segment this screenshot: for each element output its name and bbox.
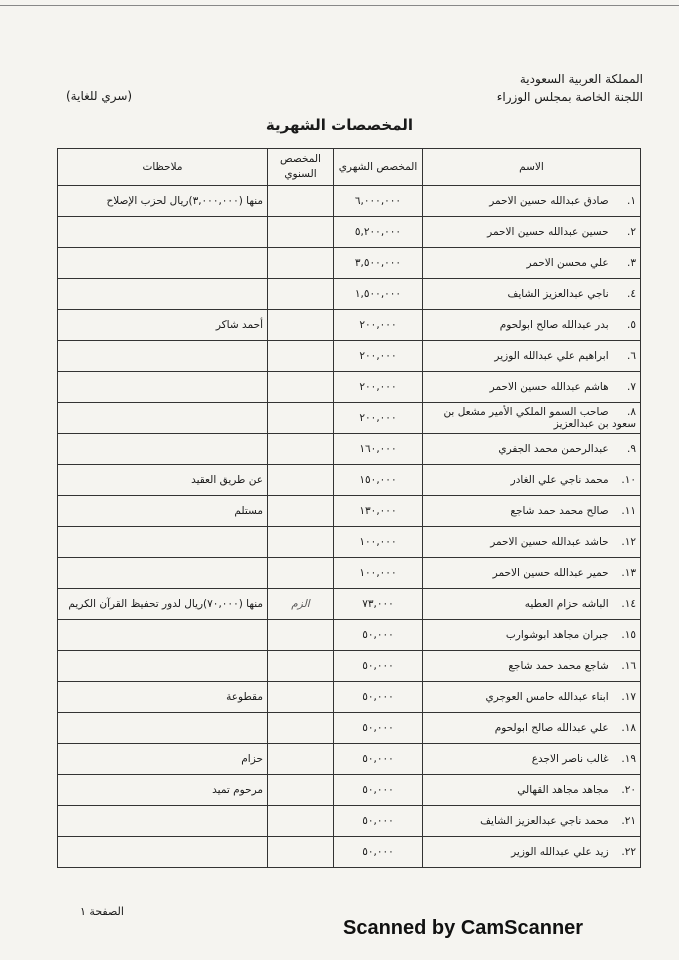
org-line-1: المملكة العربية السعودية	[519, 72, 643, 86]
row-notes	[58, 806, 268, 837]
row-notes	[58, 372, 268, 403]
row-annual-amount	[268, 403, 334, 434]
row-number: ٢.	[627, 226, 636, 238]
table-row	[58, 465, 641, 496]
row-notes	[58, 434, 268, 465]
row-name-cell	[423, 589, 641, 620]
row-name: ابناء عبدالله حامس العوجري	[485, 691, 609, 703]
row-name-cell	[423, 217, 641, 248]
column-header-name: الاسم	[423, 149, 641, 186]
row-notes: منها (٣,٠٠٠,٠٠٠)ريال لحزب الإصلاح	[58, 186, 268, 217]
table-row	[58, 217, 641, 248]
row-monthly-amount: ٧٣,٠٠٠	[334, 589, 423, 620]
row-name: زيد علي عبدالله الوزير	[511, 846, 609, 858]
row-name: علي عبدالله صالح ابولحوم	[494, 722, 609, 734]
row-number: ١١.	[621, 505, 636, 517]
table-row	[58, 527, 641, 558]
row-number: ١٠.	[621, 474, 636, 486]
table-row	[58, 589, 641, 620]
table-row	[58, 248, 641, 279]
row-monthly-amount: ٢٠٠,٠٠٠	[334, 310, 423, 341]
row-notes	[58, 279, 268, 310]
row-notes	[58, 248, 268, 279]
row-number: ٢٠.	[621, 784, 636, 796]
column-header-monthly: المخصص الشهري	[334, 149, 423, 186]
row-name: شاجع محمد حمد شاجع	[508, 660, 609, 672]
row-name: بدر عبدالله صالح ابولحوم	[499, 319, 609, 331]
org-line-2: اللجنة الخاصة بمجلس الوزراء	[496, 90, 643, 104]
row-monthly-amount: ١,٥٠٠,٠٠٠	[334, 279, 423, 310]
row-notes: حزام	[58, 744, 268, 775]
row-name: مجاهد مجاهد القهالي	[517, 784, 609, 796]
row-name-cell	[423, 310, 641, 341]
row-monthly-amount: ٥٠,٠٠٠	[334, 806, 423, 837]
table-header-row	[58, 149, 641, 186]
row-name-cell	[423, 775, 641, 806]
row-number: ٩.	[627, 443, 636, 455]
row-number: ١٩.	[621, 753, 636, 765]
row-annual-amount	[268, 837, 334, 868]
row-number: ١٣.	[621, 567, 636, 579]
row-name-cell	[423, 248, 641, 279]
row-number: ٤.	[627, 288, 636, 300]
table-row	[58, 186, 641, 217]
row-monthly-amount: ١٠٠,٠٠٠	[334, 527, 423, 558]
row-name: علي محسن الاحمر	[526, 257, 609, 269]
row-monthly-amount: ١٥٠,٠٠٠	[334, 465, 423, 496]
row-name: صاحب السمو الملكي الأمير مشعل بن سعود بن عبدالعزيز	[443, 406, 636, 430]
allowances-table	[57, 148, 641, 868]
row-notes: عن طريق العقيد	[58, 465, 268, 496]
row-name-cell	[423, 496, 641, 527]
table-row	[58, 682, 641, 713]
row-name-cell	[423, 558, 641, 589]
row-notes	[58, 217, 268, 248]
row-monthly-amount: ٢٠٠,٠٠٠	[334, 403, 423, 434]
document-header	[497, 70, 643, 106]
row-notes	[58, 651, 268, 682]
row-notes: مستلم	[58, 496, 268, 527]
row-notes	[58, 527, 268, 558]
table-row	[58, 620, 641, 651]
row-number: ٥.	[627, 319, 636, 331]
table-row	[58, 651, 641, 682]
row-monthly-amount: ١٠٠,٠٠٠	[334, 558, 423, 589]
row-name: ابراهيم علي عبدالله الوزير	[494, 350, 609, 362]
row-annual-amount	[268, 434, 334, 465]
page-number: الصفحة ١	[80, 905, 124, 918]
table-row	[58, 310, 641, 341]
row-monthly-amount: ٢٠٠,٠٠٠	[334, 341, 423, 372]
row-monthly-amount: ٥,٢٠٠,٠٠٠	[334, 217, 423, 248]
row-annual-amount	[268, 651, 334, 682]
row-monthly-amount: ٥٠,٠٠٠	[334, 682, 423, 713]
row-notes	[58, 713, 268, 744]
row-number: ٢١.	[621, 815, 636, 827]
row-name: جبران مجاهد ابوشوارب	[505, 629, 609, 641]
row-annual-amount	[268, 713, 334, 744]
row-name: صالح محمد حمد شاجع	[510, 505, 609, 517]
row-monthly-amount: ٥٠,٠٠٠	[334, 651, 423, 682]
table-row	[58, 403, 641, 434]
row-annual-amount	[268, 806, 334, 837]
table-row	[58, 558, 641, 589]
row-notes	[58, 620, 268, 651]
row-annual-amount	[268, 496, 334, 527]
row-name-cell	[423, 806, 641, 837]
row-monthly-amount: ٥٠,٠٠٠	[334, 775, 423, 806]
row-monthly-amount: ٦,٠٠٠,٠٠٠	[334, 186, 423, 217]
table-row	[58, 775, 641, 806]
row-annual-amount	[268, 341, 334, 372]
row-monthly-amount: ٥٠,٠٠٠	[334, 620, 423, 651]
row-notes: منها (٧٠,٠٠٠)ريال لدور تحفيظ القرآن الكريم	[58, 589, 268, 620]
row-annual-amount	[268, 279, 334, 310]
scanner-watermark: Scanned by CamScanner	[343, 917, 584, 939]
table-row	[58, 806, 641, 837]
classification-label: (سري للغاية)	[66, 89, 133, 103]
row-name-cell	[423, 465, 641, 496]
row-name: ناجي عبدالعزيز الشايف	[507, 288, 609, 300]
column-header-annual: المخصص السنوي	[268, 149, 334, 186]
row-monthly-amount: ٥٠,٠٠٠	[334, 713, 423, 744]
row-number: ١٧.	[621, 691, 636, 703]
row-monthly-amount: ٢٠٠,٠٠٠	[334, 372, 423, 403]
row-annual-amount	[268, 248, 334, 279]
row-notes: مقطوعة	[58, 682, 268, 713]
row-notes	[58, 403, 268, 434]
table-row	[58, 744, 641, 775]
row-notes	[58, 558, 268, 589]
row-annual-amount	[268, 682, 334, 713]
table-row	[58, 837, 641, 868]
row-number: ٨.	[627, 406, 636, 418]
row-annual-amount	[268, 620, 334, 651]
row-name-cell	[423, 651, 641, 682]
row-number: ١٤.	[621, 598, 636, 610]
row-number: ٧.	[627, 381, 636, 393]
row-name-cell	[423, 434, 641, 465]
row-number: ١٨.	[621, 722, 636, 734]
row-name: حسين عبدالله حسين الاحمر	[487, 226, 609, 238]
row-name-cell	[423, 744, 641, 775]
row-name-cell	[423, 620, 641, 651]
table-row	[58, 341, 641, 372]
table-row	[58, 713, 641, 744]
row-annual-amount	[268, 310, 334, 341]
row-name-cell	[423, 372, 641, 403]
row-annual-amount	[268, 465, 334, 496]
row-name-cell	[423, 837, 641, 868]
column-header-notes: ملاحظات	[58, 149, 268, 186]
table-row	[58, 279, 641, 310]
row-name: عبدالرحمن محمد الجفري	[498, 443, 609, 455]
row-number: ١٥.	[621, 629, 636, 641]
row-notes: أحمد شاكر	[58, 310, 268, 341]
row-name: غالب ناصر الاجدع	[531, 753, 609, 765]
row-monthly-amount: ٣,٥٠٠,٠٠٠	[334, 248, 423, 279]
row-name-cell	[423, 527, 641, 558]
row-notes	[58, 837, 268, 868]
row-name: الباشه حزام العطيه	[524, 598, 609, 610]
row-name: صادق عبدالله حسين الاحمر	[489, 195, 609, 207]
row-name-cell	[423, 279, 641, 310]
row-monthly-amount: ٥٠,٠٠٠	[334, 744, 423, 775]
row-name-cell	[423, 403, 641, 434]
row-notes: مرحوم تميد	[58, 775, 268, 806]
row-number: ٢٢.	[621, 846, 636, 858]
document-title: المخصصات الشهرية	[265, 116, 414, 134]
row-monthly-amount: ٥٠,٠٠٠	[334, 837, 423, 868]
row-name-cell	[423, 341, 641, 372]
row-name-cell	[423, 186, 641, 217]
row-annual-amount	[268, 372, 334, 403]
row-annual-amount	[268, 558, 334, 589]
row-annual-amount	[268, 217, 334, 248]
row-name: محمد ناجي علي الغادر	[510, 474, 609, 486]
row-name: محمد ناجي عبدالعزيز الشايف	[480, 815, 609, 827]
row-number: ٣.	[627, 257, 636, 269]
row-name-cell	[423, 682, 641, 713]
row-monthly-amount: ١٣٠,٠٠٠	[334, 496, 423, 527]
row-number: ١٦.	[621, 660, 636, 672]
row-annual-amount	[268, 744, 334, 775]
row-number: ١٢.	[621, 536, 636, 548]
row-notes	[58, 341, 268, 372]
row-annual-amount	[268, 775, 334, 806]
top-border-line	[0, 5, 679, 6]
table-row	[58, 372, 641, 403]
row-name: هاشم عبدالله حسين الاحمر	[489, 381, 609, 393]
table-row	[58, 434, 641, 465]
row-monthly-amount: ١٦٠,٠٠٠	[334, 434, 423, 465]
row-annual-amount	[268, 186, 334, 217]
row-name: حاشد عبدالله حسين الاحمر	[490, 536, 609, 548]
row-name-cell	[423, 713, 641, 744]
row-number: ٦.	[627, 350, 636, 362]
row-name: حمير عبدالله حسين الاحمر	[492, 567, 609, 579]
table-row	[58, 496, 641, 527]
row-annual-amount: الزم	[268, 589, 334, 620]
row-number: ١.	[627, 195, 636, 207]
row-annual-amount	[268, 527, 334, 558]
